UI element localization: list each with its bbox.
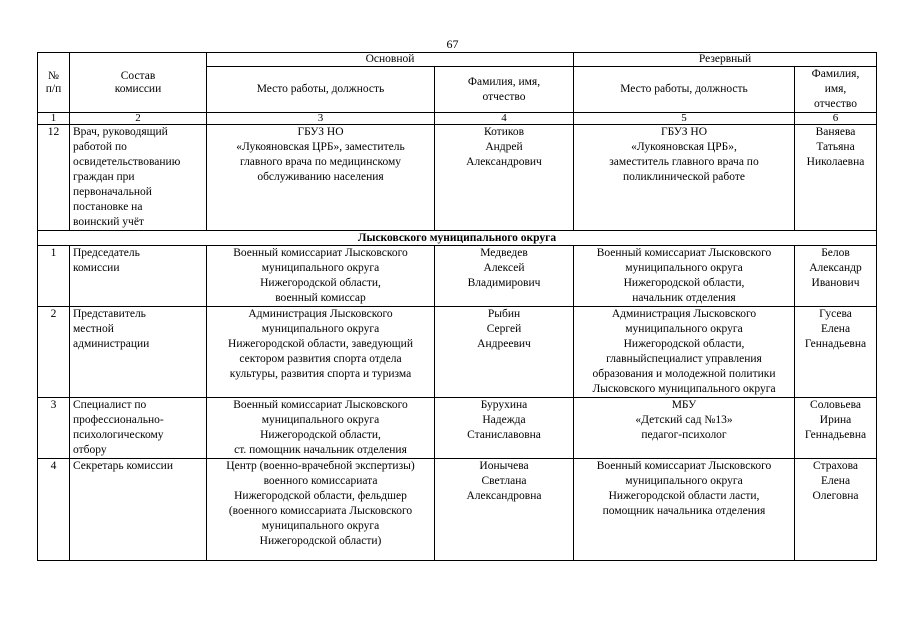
row-main-name: Медведев Алексей Владимирович — [435, 246, 574, 307]
row-main-name: Ионычева Светлана Александровна — [435, 459, 574, 561]
commission-table — [37, 52, 877, 561]
row-main-name: Котиков Андрей Александрович — [435, 125, 574, 231]
header-composition: Состав комиссии — [70, 53, 207, 113]
row-reserve-workplace: Военный комиссариат Лысковского муниципального округа Нижегородской области ласти, помощник начальника отделения — [574, 459, 795, 561]
column-number: 1 — [38, 113, 70, 125]
table-row — [38, 125, 877, 231]
row-reserve-workplace: ГБУЗ НО «Лукояновская ЦРБ», заместитель главного врача по поликлинической работе — [574, 125, 795, 231]
section-row — [38, 231, 877, 246]
row-reserve-name: Ваняева Татьяна Николаевна — [795, 125, 877, 231]
column-numbers-row — [38, 113, 877, 125]
header-num: № п/п — [38, 53, 70, 113]
column-number: 5 — [574, 113, 795, 125]
row-reserve-workplace: МБУ «Детский сад №13» педагог-психолог — [574, 398, 795, 459]
row-role: Секретарь комиссии — [70, 459, 207, 561]
row-reserve-workplace: Администрация Лысковского муниципального округа Нижегородской области, главныйспециалист управления образования и молодежной политики Лысковского муниципального округа — [574, 307, 795, 398]
header-main-workplace: Место работы, должность — [207, 67, 435, 113]
row-main-name: Бурухина Надежда Станиславовна — [435, 398, 574, 459]
row-number: 12 — [38, 125, 70, 231]
column-number: 2 — [70, 113, 207, 125]
section-title: Лысковского муниципального округа — [38, 231, 877, 246]
row-main-workplace: Администрация Лысковского муниципального округа Нижегородской области, заведующий сектором развития спорта отдела культуры, развития спорта и туризма — [207, 307, 435, 398]
row-number: 4 — [38, 459, 70, 561]
row-reserve-name: Гусева Елена Геннадьевна — [795, 307, 877, 398]
page-number: 67 — [446, 37, 459, 51]
header-main: Основной — [207, 53, 574, 67]
row-role: Врач, руководящий работой по освидетельствованию граждан при первоначальной постановке на воинский учёт — [70, 125, 207, 231]
table-row — [38, 307, 877, 398]
row-number: 1 — [38, 246, 70, 307]
header-reserve-workplace: Место работы, должность — [574, 67, 795, 113]
row-reserve-workplace: Военный комиссариат Лысковского муниципального округа Нижегородской области, начальник отделения — [574, 246, 795, 307]
row-role: Представитель местной администрации — [70, 307, 207, 398]
header-reserve: Резервный — [574, 53, 877, 67]
row-reserve-name: Белов Александр Иванович — [795, 246, 877, 307]
header-reserve-name: Фамилия, имя, отчество — [795, 67, 877, 113]
row-role: Председатель комиссии — [70, 246, 207, 307]
row-reserve-name: Соловьева Ирина Геннадьевна — [795, 398, 877, 459]
column-number: 4 — [435, 113, 574, 125]
row-number: 3 — [38, 398, 70, 459]
row-main-workplace: Центр (военно-врачебной экспертизы) военного комиссариата Нижегородской области, фельдшер (военного комиссариата Лысковского муниципального округа Нижегородской области) — [207, 459, 435, 561]
row-number: 2 — [38, 307, 70, 398]
row-main-workplace: Военный комиссариат Лысковского муниципального округа Нижегородской области, военный комиссар — [207, 246, 435, 307]
column-number: 3 — [207, 113, 435, 125]
column-number: 6 — [795, 113, 877, 125]
table-row — [38, 459, 877, 561]
row-main-workplace: Военный комиссариат Лысковского муниципального округа Нижегородской области, ст. помощник начальник отделения — [207, 398, 435, 459]
table-row — [38, 398, 877, 459]
row-main-name: Рыбин Сергей Андреевич — [435, 307, 574, 398]
header-row — [38, 53, 877, 67]
row-role: Специалист по профессионально- психологическому отбору — [70, 398, 207, 459]
row-reserve-name: Страхова Елена Олеговна — [795, 459, 877, 561]
table-row — [38, 246, 877, 307]
header-main-name: Фамилия, имя, отчество — [435, 67, 574, 113]
row-main-workplace: ГБУЗ НО «Лукояновская ЦРБ», заместитель главного врача по медицинскому обслуживанию населения — [207, 125, 435, 231]
